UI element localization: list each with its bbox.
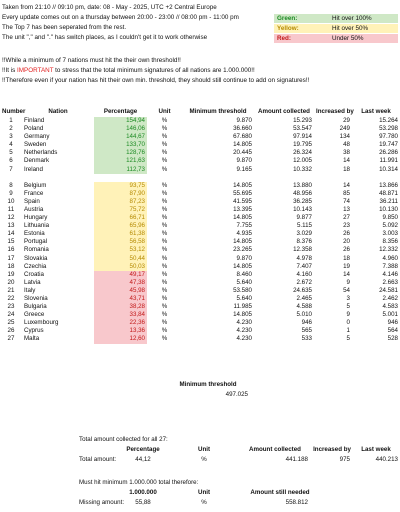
cell-min-threshold: 67.680 [233, 133, 252, 141]
cell-unit: % [161, 222, 168, 230]
cell-unit: % [161, 286, 168, 294]
summary-header-percentage: Percentage [126, 446, 160, 453]
cell-unit: % [161, 278, 168, 286]
cell-amount: 36.285 [293, 197, 312, 205]
cell-percentage: 146,06 [94, 125, 147, 133]
cell-amount: 2.672 [296, 278, 312, 286]
cell-amount: 13.880 [293, 181, 312, 189]
table-row [0, 327, 400, 335]
cell-last-week: 564 [387, 327, 398, 335]
cell-min-threshold: 14.805 [233, 238, 252, 246]
cell-number: 10 [7, 197, 15, 205]
cell-percentage: 43,71 [94, 295, 147, 303]
table-row [0, 230, 400, 238]
table-row [0, 133, 400, 141]
legend-green [274, 14, 398, 23]
summary-header-unit: Unit [197, 446, 211, 453]
table-row [0, 271, 400, 279]
table-header-row [0, 107, 400, 117]
cell-last-week: 13.866 [379, 181, 398, 189]
cell-last-week: 528 [387, 335, 398, 343]
cell-unit: % [161, 157, 168, 165]
cell-increased: 9 [346, 278, 350, 286]
cell-increased: 29 [343, 117, 350, 124]
nations-table [0, 107, 400, 344]
cell-last-week: 12.332 [379, 246, 398, 254]
cell-nation: Denmark [24, 157, 50, 165]
cell-last-week: 19.747 [379, 141, 398, 149]
cell-number: 4 [9, 141, 13, 149]
summary-row-label: Total amount: [79, 456, 117, 463]
cell-last-week: 2.663 [382, 278, 398, 286]
cell-increased: 48 [343, 141, 350, 149]
million-percentage: 55,88 [135, 499, 151, 506]
warning-important-pre: !!It is [2, 67, 18, 74]
cell-min-threshold: 14.805 [233, 181, 252, 189]
cell-min-threshold: 5.640 [236, 294, 252, 302]
cell-nation: Portugal [24, 238, 48, 246]
million-needed: 558.812 [285, 499, 308, 506]
table-row [0, 182, 400, 190]
cell-percentage: 87,90 [94, 190, 147, 198]
cell-number: 7 [9, 165, 13, 173]
cell-nation: Germany [24, 133, 50, 141]
cell-unit: % [161, 335, 168, 343]
cell-unit: % [161, 246, 168, 254]
cell-increased: 54 [343, 286, 350, 294]
table-row [0, 303, 400, 311]
million-title: Must hit minimum 1.000.000 total therefore: [79, 479, 199, 486]
table-row [0, 263, 400, 271]
cell-percentage: 50,03 [94, 263, 147, 271]
cell-min-threshold: 9.165 [236, 165, 252, 173]
cell-amount: 19.795 [293, 141, 312, 149]
cell-number: 16 [7, 246, 15, 254]
cell-number: 15 [7, 238, 15, 246]
cell-increased: 14 [343, 270, 350, 278]
cell-number: 12 [7, 214, 15, 222]
cell-unit: % [161, 125, 168, 133]
cell-increased: 19 [343, 262, 350, 270]
table-row [0, 311, 400, 319]
col-header-percentage: Percentage [103, 107, 138, 115]
cell-increased: 23 [343, 222, 350, 230]
col-header-unit: Unit [158, 107, 171, 115]
million-header-unit: Unit [197, 489, 211, 496]
cell-unit: % [161, 311, 168, 319]
cell-min-threshold: 4.935 [236, 230, 252, 238]
cell-min-threshold: 23.265 [233, 246, 252, 254]
cell-unit: % [161, 133, 168, 141]
legend-yellow-key: Yellow: [274, 24, 326, 33]
table-row [0, 238, 400, 246]
summary-increased: 975 [339, 456, 350, 463]
cell-unit: % [161, 165, 168, 173]
cell-unit: % [161, 230, 168, 238]
table-row [0, 157, 400, 165]
cell-unit: % [161, 262, 168, 270]
cell-percentage: 12,60 [94, 335, 147, 343]
cell-increased: 18 [343, 254, 350, 262]
cell-percentage: 47,38 [94, 279, 147, 287]
cell-amount: 12.005 [293, 157, 312, 165]
cell-number: 22 [7, 294, 15, 302]
cell-increased: 14 [343, 157, 350, 165]
cell-min-threshold: 9.870 [236, 117, 252, 124]
cell-min-threshold: 9.870 [236, 157, 252, 165]
cell-amount: 26.324 [293, 149, 312, 157]
cell-increased: 134 [339, 133, 350, 141]
cell-last-week: 3.003 [382, 230, 398, 238]
cell-min-threshold: 53.580 [233, 286, 252, 294]
cell-number: 17 [7, 254, 15, 262]
cell-unit: % [161, 270, 168, 278]
table-row [0, 198, 400, 206]
cell-number: 23 [7, 303, 15, 311]
cell-last-week: 5.001 [382, 311, 398, 319]
cell-percentage: 38,28 [94, 303, 147, 311]
cell-unit: % [161, 181, 168, 189]
cell-nation: Poland [24, 125, 44, 133]
cell-amount: 10.143 [293, 205, 312, 213]
col-header-increased: Increased by [316, 107, 354, 115]
cell-last-week: 4.960 [382, 254, 398, 262]
cell-nation: France [24, 189, 44, 197]
cell-nation: Lithuania [24, 222, 50, 230]
cell-nation: Sweden [24, 141, 47, 149]
cell-last-week: 8.356 [382, 238, 398, 246]
cell-nation: Slovakia [24, 254, 48, 262]
million-header-needed: Amount still needed [250, 489, 310, 496]
cell-unit: % [161, 254, 168, 262]
cell-last-week: 10.130 [379, 205, 398, 213]
cell-last-week: 4.583 [382, 303, 398, 311]
col-header-amount: Amount collected [258, 107, 310, 115]
cell-increased: 85 [343, 189, 350, 197]
cell-last-week: 9.850 [382, 214, 398, 222]
cell-percentage: 93,75 [94, 182, 147, 190]
cell-increased: 38 [343, 149, 350, 157]
col-header-min-threshold: Minimum threshold [189, 107, 247, 115]
cell-number: 8 [9, 181, 13, 189]
cell-unit: % [161, 205, 168, 213]
cell-unit: % [161, 197, 168, 205]
cell-unit: % [161, 294, 168, 302]
cell-number: 11 [7, 205, 15, 213]
cell-min-threshold: 14.805 [233, 311, 252, 319]
cell-min-threshold: 14.805 [233, 262, 252, 270]
cell-min-threshold: 4.230 [236, 327, 252, 335]
header-note-units: The unit "," and "." has switch places, as I couldn't get it to work otherwise [2, 34, 208, 41]
cell-min-threshold: 9.870 [236, 254, 252, 262]
col-header-number: Number [2, 107, 26, 115]
cell-last-week: 4.146 [382, 270, 398, 278]
warning-important [2, 66, 255, 75]
cell-nation: Austria [24, 205, 44, 213]
cell-percentage: 133,70 [94, 141, 147, 149]
cell-last-week: 53.298 [379, 125, 398, 133]
cell-nation: Cyprus [24, 327, 44, 335]
cell-number: 6 [9, 157, 13, 165]
cell-unit: % [161, 238, 168, 246]
cell-unit: % [161, 141, 168, 149]
cell-increased: 0 [346, 319, 350, 327]
cell-nation: Greece [24, 311, 45, 319]
cell-unit: % [161, 189, 168, 197]
cell-increased: 18 [343, 165, 350, 173]
cell-last-week: 48.871 [379, 189, 398, 197]
cell-increased: 5 [346, 303, 350, 311]
table-row [0, 117, 400, 125]
cell-increased: 13 [343, 205, 350, 213]
cell-number: 25 [7, 319, 15, 327]
table-row [0, 295, 400, 303]
cell-amount: 946 [301, 319, 312, 327]
cell-number: 20 [7, 278, 15, 286]
cell-number: 9 [9, 189, 13, 197]
cell-nation: Slovenia [24, 294, 48, 302]
cell-min-threshold: 5.640 [236, 278, 252, 286]
cell-percentage: 50,44 [94, 255, 147, 263]
table-row [0, 335, 400, 343]
cell-last-week: 946 [387, 319, 398, 327]
summary-unit: % [201, 456, 207, 463]
summary-amount: 441.188 [285, 456, 308, 463]
cell-number: 27 [7, 335, 15, 343]
cell-increased: 5 [346, 335, 350, 343]
cell-percentage: 154,94 [94, 117, 147, 125]
table-row [0, 149, 400, 157]
table-row [0, 125, 400, 133]
cell-percentage: 13,36 [94, 327, 147, 335]
cell-amount: 24.635 [293, 286, 312, 294]
cell-percentage: 45,98 [94, 287, 147, 295]
warning-min-seven: !!While a minimum of 7 nations must hit the their own threshold!! [2, 57, 181, 64]
cell-amount: 97.914 [293, 133, 312, 141]
summary-header-amount: Amount collected [249, 446, 301, 453]
cell-min-threshold: 20.445 [233, 149, 252, 157]
cell-percentage: 22,36 [94, 319, 147, 327]
cell-min-threshold: 4.230 [236, 319, 252, 327]
cell-nation: Ireland [24, 165, 43, 173]
cell-number: 18 [7, 262, 15, 270]
summary-last-week: 440.213 [375, 456, 398, 463]
table-row [0, 287, 400, 295]
cell-min-threshold: 4.230 [236, 335, 252, 343]
cell-nation: Croatia [24, 270, 44, 278]
cell-nation: Luxembourg [24, 319, 59, 327]
cell-amount: 4.160 [296, 270, 312, 278]
col-header-last-week: Last week [361, 107, 391, 115]
cell-amount: 4.588 [296, 303, 312, 311]
cell-percentage: 66,71 [94, 214, 147, 222]
cell-min-threshold: 14.805 [233, 141, 252, 149]
cell-nation: Spain [24, 197, 40, 205]
table-row [0, 141, 400, 149]
col-header-nation: Nation [48, 107, 68, 115]
cell-amount: 9.877 [296, 214, 312, 222]
summary-percentage: 44,12 [135, 456, 151, 463]
total-min-threshold-value: 497.025 [225, 391, 248, 398]
cell-amount: 2.465 [296, 294, 312, 302]
cell-unit: % [161, 149, 168, 157]
cell-last-week: 24.581 [379, 286, 398, 294]
cell-nation: Malta [24, 335, 40, 343]
cell-increased: 20 [343, 238, 350, 246]
cell-percentage: 75,72 [94, 206, 147, 214]
cell-last-week: 2.462 [382, 294, 398, 302]
cell-increased: 249 [339, 125, 350, 133]
warning-important-word: IMPORTANT [17, 67, 54, 74]
cell-unit: % [161, 303, 168, 311]
cell-unit: % [161, 319, 168, 327]
table-row [0, 214, 400, 222]
cell-last-week: 15.264 [379, 117, 398, 124]
cell-percentage: 87,23 [94, 198, 147, 206]
cell-nation: Hungary [24, 214, 48, 222]
cell-increased: 74 [343, 197, 350, 205]
cell-amount: 8.376 [296, 238, 312, 246]
cell-amount: 5.115 [296, 222, 312, 230]
cell-min-threshold: 7.755 [236, 222, 252, 230]
cell-increased: 1 [346, 327, 350, 335]
cell-percentage: 144,67 [94, 133, 147, 141]
cell-min-threshold: 41.595 [233, 197, 252, 205]
cell-amount: 533 [301, 335, 312, 343]
cell-amount: 15.293 [293, 117, 312, 124]
cell-percentage: 33,84 [94, 311, 147, 319]
cell-amount: 53.547 [293, 125, 312, 133]
cell-percentage: 112,73 [94, 166, 147, 174]
total-min-threshold-label: Minimum threshold [179, 381, 237, 388]
cell-number: 5 [9, 149, 13, 157]
cell-number: 14 [7, 230, 15, 238]
cell-percentage: 121,63 [94, 157, 147, 165]
header-note-top7: The Top 7 has been seperated from the rest. [2, 24, 127, 31]
table-row [0, 279, 400, 287]
cell-unit: % [161, 117, 168, 124]
cell-nation: Finland [24, 117, 45, 124]
cell-percentage: 65,96 [94, 222, 147, 230]
cell-percentage: 49,17 [94, 271, 147, 279]
million-header-total: 1.000.000 [129, 489, 157, 496]
cell-min-threshold: 11.985 [233, 303, 252, 311]
table-row [0, 319, 400, 327]
table-row [0, 190, 400, 198]
cell-amount: 5.010 [296, 311, 312, 319]
cell-nation: Romania [24, 246, 49, 254]
cell-number: 3 [9, 133, 13, 141]
legend-green-key: Green: [274, 14, 326, 23]
cell-unit: % [161, 327, 168, 335]
cell-increased: 9 [346, 311, 350, 319]
header-note-date: Taken from 21:10 // 09:10 pm, date: 08 - May - 2025, UTC +2 Central Europe [2, 4, 217, 11]
warning-important-post: to stress that the total minimum signatures of all nations are 1.000.000!! [53, 67, 255, 74]
cell-min-threshold: 14.805 [233, 214, 252, 222]
cell-amount: 10.332 [293, 165, 312, 173]
cell-increased: 26 [343, 246, 350, 254]
cell-nation: Czechia [24, 262, 47, 270]
top7-separator [0, 174, 400, 182]
cell-percentage: 53,12 [94, 246, 147, 254]
table-row [0, 246, 400, 254]
table-row [0, 255, 400, 263]
million-unit: % [201, 499, 207, 506]
cell-increased: 27 [343, 214, 350, 222]
summary-header-increased: Increased by [313, 446, 351, 453]
legend-yellow-desc: Hit over 50% [326, 24, 398, 33]
legend-yellow [274, 24, 398, 33]
cell-amount: 4.978 [296, 254, 312, 262]
cell-min-threshold: 55.695 [233, 189, 252, 197]
header-note-schedule: Every update comes out on a thursday between 20:00 - 23:00 // 08:00 pm - 11:00 pm [2, 14, 239, 21]
cell-number: 13 [7, 222, 15, 230]
cell-increased: 3 [346, 294, 350, 302]
cell-nation: Latvia [24, 278, 41, 286]
cell-last-week: 10.314 [379, 165, 398, 173]
cell-amount: 48.956 [293, 189, 312, 197]
warning-continue: !!Therefore even if your nation has hit their own min. threshold, they should still continue to add on signatures!! [2, 77, 310, 84]
cell-unit: % [161, 214, 168, 222]
cell-amount: 565 [301, 327, 312, 335]
cell-last-week: 97.780 [379, 133, 398, 141]
summary-header-last-week: Last week [361, 446, 391, 453]
cell-min-threshold: 13.395 [233, 205, 252, 213]
cell-number: 2 [9, 125, 13, 133]
cell-amount: 3.029 [296, 230, 312, 238]
cell-number: 26 [7, 327, 15, 335]
cell-increased: 26 [343, 230, 350, 238]
cell-min-threshold: 36.660 [233, 125, 252, 133]
legend-red-key: Red: [274, 34, 326, 43]
legend-green-desc: Hit over 100% [326, 14, 398, 23]
legend-red-desc: Under 50% [326, 34, 398, 43]
cell-amount: 7.407 [296, 262, 312, 270]
million-row-label: Missing amount: [79, 499, 125, 506]
cell-amount: 12.358 [293, 246, 312, 254]
cell-number: 1 [9, 117, 13, 124]
cell-nation: Estonia [24, 230, 45, 238]
cell-last-week: 5.092 [382, 222, 398, 230]
cell-percentage: 128,76 [94, 149, 147, 157]
cell-number: 21 [7, 286, 15, 294]
table-row [0, 206, 400, 214]
summary-title: Total amount collected for all 27: [79, 436, 168, 443]
cell-last-week: 11.991 [379, 157, 398, 165]
cell-nation: Bulgaria [24, 303, 47, 311]
cell-last-week: 7.388 [382, 262, 398, 270]
table-row [0, 166, 400, 174]
table-row [0, 222, 400, 230]
cell-number: 24 [7, 311, 15, 319]
cell-last-week: 26.286 [379, 149, 398, 157]
cell-number: 19 [7, 270, 15, 278]
cell-percentage: 56,58 [94, 238, 147, 246]
cell-min-threshold: 8.460 [236, 270, 252, 278]
cell-last-week: 36.211 [379, 197, 398, 205]
cell-percentage: 61,38 [94, 230, 147, 238]
legend-red [274, 34, 398, 43]
cell-increased: 14 [343, 181, 350, 189]
cell-nation: Netherlands [24, 149, 58, 157]
cell-nation: Belgium [24, 181, 47, 189]
cell-nation: Italy [24, 286, 36, 294]
